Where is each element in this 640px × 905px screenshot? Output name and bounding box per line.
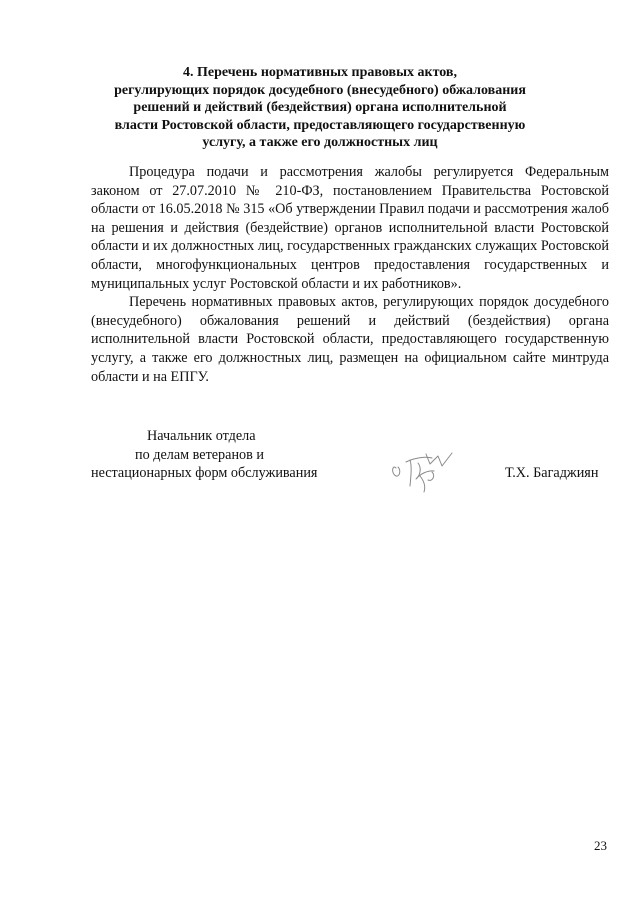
section-heading bbox=[70, 64, 570, 152]
heading-line: услугу, а также его должностных лиц bbox=[202, 135, 438, 150]
handwritten-signature-icon bbox=[386, 446, 466, 496]
body-paragraph: Процедура подачи и рассмотрения жалобы регулируется Федеральным законом от 27.07.2010 № 210-ФЗ, постановлением Правительства Ростовской области от 16.05.2018 № 315 «Об утверждении Правил подачи и рассмотрения жалоб на решения и действия (бездействие) органов исполнительной власти Ростовской области и их должностных лиц, государственных гражданских служащих Ростовской области, многофункциональных центров предоставления государственных и муниципальных услуг Ростовской области и их работников». bbox=[91, 164, 609, 292]
position-line: нестационарных форм обслуживания bbox=[91, 465, 318, 482]
signatory-position bbox=[91, 427, 317, 483]
heading-line: 4. Перечень нормативных правовых актов, bbox=[183, 65, 457, 80]
signer-name: Т.Х. Багаджиян bbox=[505, 465, 599, 481]
page-number: 23 bbox=[594, 838, 607, 853]
heading-line: регулирующих порядок досудебного (внесудебного) обжалования bbox=[114, 82, 526, 98]
position-line: по делам ветеранов и bbox=[135, 446, 264, 463]
heading-line: решений и действий (бездействия) органа исполнительной bbox=[133, 100, 507, 115]
body-text bbox=[91, 163, 609, 386]
heading-line: власти Ростовской области, предоставляющего государственную bbox=[114, 117, 526, 133]
position-line: Начальник отдела bbox=[147, 428, 256, 444]
body-paragraph: Перечень нормативных правовых актов, регулирующих порядок досудебного (внесудебного) обжалования решений и действий (бездействия) органа исполнительной власти Ростовской области, предоставляющего государственную услугу, а также его должностных лиц, размещен на официальном сайте минтруда области и на ЕПГУ. bbox=[91, 294, 609, 385]
